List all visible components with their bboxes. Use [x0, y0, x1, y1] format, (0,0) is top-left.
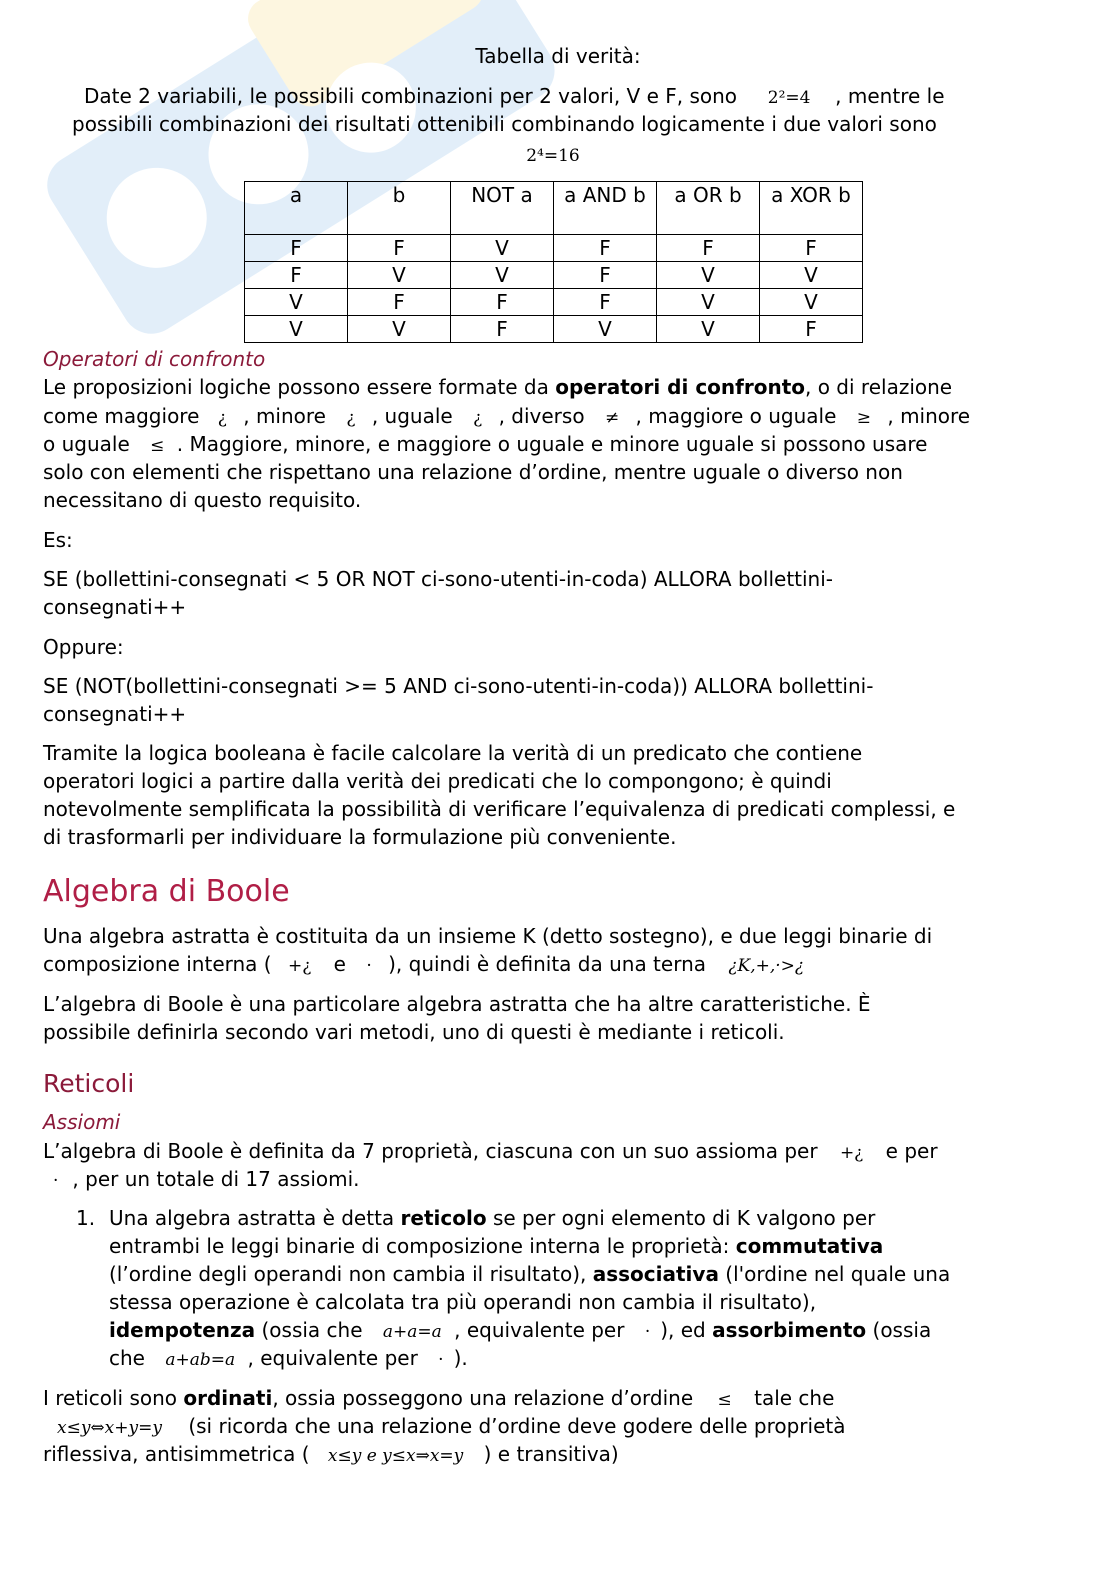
table-cell: F — [554, 235, 657, 262]
table-cell: F — [245, 262, 348, 289]
operatori-line-3 — [43, 430, 927, 460]
assiomi-line-1 — [43, 1137, 938, 1167]
algebra-line-3: L’algebra di Boole è una particolare algebra astratta che ha altre caratteristiche. È — [43, 992, 871, 1016]
example-se1-line-1: SE (bollettini-consegnati < 5 OR NOT ci-sono-utenti-in-coda) ALLORA bollettini- — [43, 567, 834, 591]
reticoli-text: riflessiva, antisimmetrica ( — [43, 1442, 310, 1466]
reticoli-text: ). — [453, 1346, 468, 1370]
algebra-line-4: possibile definirla secondo vari metodi, uno di questi è mediante i reticoli. — [43, 1020, 785, 1044]
example-se1-line-2: consegnati++ — [43, 595, 187, 619]
symbol-equal: ¿ — [473, 408, 483, 428]
table-cell: F — [245, 235, 348, 262]
symbol-less-equal: ≤ — [150, 436, 165, 456]
table-cell: V — [245, 289, 348, 316]
math-dot: · — [644, 1322, 651, 1342]
header-cell: a OR b — [657, 182, 760, 235]
operatori-text: , minore — [887, 404, 971, 428]
header-cell: b — [348, 182, 451, 235]
header-cell: a — [245, 182, 348, 235]
table-cell: V — [348, 316, 451, 343]
reticoli-bold: ordinati — [183, 1386, 273, 1410]
operatori-text: . Maggiore, minore, e maggiore o uguale e minore uguale si possono usare — [176, 432, 928, 456]
intro-math-2pow2: 2²=4 — [767, 88, 811, 108]
reticoli-text: ), ed — [660, 1318, 706, 1342]
reticoli-heading: Reticoli — [43, 1069, 135, 1098]
reticoli-text: tale che — [754, 1386, 835, 1410]
reticoli-text: Una algebra astratta è detta — [109, 1206, 395, 1230]
truth-table-header — [245, 182, 863, 235]
tramite-line-3: notevolmente semplificata la possibilità di verificare l’equivalenza di predicati complessi, e — [43, 797, 956, 821]
intro-math-2pow4: 2⁴=16 — [526, 146, 580, 166]
table-cell: V — [451, 235, 554, 262]
math-plus: +¿ — [839, 1143, 864, 1163]
ordinati-line-1 — [43, 1384, 834, 1414]
intro-line-2: possibili combinazioni dei risultati ottenibili combinando logicamente i due valori sono — [72, 112, 937, 136]
assiomi-heading: Assiomi — [43, 1110, 121, 1134]
symbol-less: ¿ — [346, 408, 356, 428]
table-cell: V — [348, 262, 451, 289]
list-item-line-2 — [109, 1232, 883, 1260]
table-cell: F — [554, 262, 657, 289]
table-cell: F — [451, 289, 554, 316]
table-cell: F — [348, 289, 451, 316]
table-row — [245, 289, 863, 316]
table-row — [245, 262, 863, 289]
header-cell: NOT a — [451, 182, 554, 235]
reticoli-text: (si ricorda che una relazione d’ordine deve godere delle proprietà — [188, 1414, 846, 1438]
math-idempotenza: a+a=a — [382, 1322, 442, 1342]
operatori-text: , minore — [243, 404, 326, 428]
reticoli-text: (l’ordine degli operandi non cambia il risultato), — [109, 1262, 587, 1286]
reticoli-text: che — [109, 1346, 145, 1370]
symbol-less-equal: ≤ — [717, 1390, 732, 1410]
list-item-line-1 — [109, 1204, 875, 1232]
reticoli-text: L’algebra di Boole è definita da 7 proprietà, ciascuna con un suo assioma per — [43, 1139, 818, 1163]
table-cell: F — [760, 235, 863, 262]
table-cell: V — [657, 262, 760, 289]
table-cell: V — [760, 289, 863, 316]
reticoli-text: I reticoli sono — [43, 1386, 178, 1410]
intro-text-1b: , mentre le — [835, 84, 945, 108]
header-cell: a XOR b — [760, 182, 863, 235]
table-cell: F — [451, 316, 554, 343]
reticoli-text: , ossia posseggono una relazione d’ordine — [272, 1386, 694, 1410]
algebra-line-2 — [43, 950, 804, 980]
reticoli-text: (ossia — [872, 1318, 932, 1342]
intro-line-1 — [84, 82, 945, 112]
table-cell: F — [348, 235, 451, 262]
reticoli-text: ) e transitiva) — [483, 1442, 619, 1466]
truth-table — [244, 181, 863, 343]
operatori-bold: operatori di confronto — [555, 375, 805, 399]
oppure-label: Oppure: — [43, 635, 124, 659]
reticoli-bold: reticolo — [400, 1206, 487, 1230]
math-dot: · — [438, 1350, 444, 1370]
operatori-text: , uguale — [371, 404, 453, 428]
reticoli-text: se per ogni elemento di K valgono per — [492, 1206, 876, 1230]
table-cell: F — [760, 316, 863, 343]
symbol-greater: ¿ — [217, 408, 227, 428]
table-cell: V — [657, 289, 760, 316]
header-cell: a AND b — [554, 182, 657, 235]
table-cell: F — [657, 235, 760, 262]
reticoli-text: , per un totale di 17 assiomi. — [72, 1167, 360, 1191]
list-item-line-3 — [109, 1260, 950, 1288]
math-terna: ¿K,+,·>¿ — [728, 956, 805, 976]
tramite-line-2: operatori logici a partire dalla verità dei predicati che lo compongono; è quindi — [43, 769, 832, 793]
math-dot: · — [53, 1171, 59, 1191]
table-cell: V — [760, 262, 863, 289]
operatori-line-2 — [43, 402, 970, 432]
reticoli-text: entrambi le leggi binarie di composizione interna le proprietà: — [109, 1234, 730, 1258]
list-item-line-4: stessa operazione è calcolata tra più operandi non cambia il risultato), — [109, 1290, 817, 1314]
table-cell: V — [657, 316, 760, 343]
table-cell: V — [451, 262, 554, 289]
operatori-line-1 — [43, 373, 952, 401]
tramite-line-1: Tramite la logica booleana è facile calcolare la verità di un predicato che contiene — [43, 741, 863, 765]
operatori-text: Le proposizioni logiche possono essere formate da — [43, 375, 549, 399]
table-cell: V — [245, 316, 348, 343]
reticoli-bold: associativa — [592, 1262, 719, 1286]
ordinati-line-2 — [43, 1412, 845, 1442]
reticoli-text: , equivalente per — [247, 1346, 418, 1370]
operatori-text: , maggiore o uguale — [635, 404, 837, 428]
algebra-text: ), quindi è definita da una terna — [388, 952, 707, 976]
algebra-line-1: Una algebra astratta è costituita da un insieme K (detto sostegno), e due leggi binarie di — [43, 924, 933, 948]
reticoli-text: e per — [885, 1139, 938, 1163]
operatori-text: come maggiore — [43, 404, 200, 428]
reticoli-text: (l'ordine nel quale una — [725, 1262, 951, 1286]
algebra-heading: Algebra di Boole — [43, 874, 290, 909]
intro-text-1a: Date 2 variabili, le possibili combinazioni per 2 valori, V e F, sono — [84, 84, 738, 108]
symbol-not-equal: ≠ — [604, 408, 620, 428]
reticoli-bold: assorbimento — [712, 1318, 867, 1342]
operatori-heading: Operatori di confronto — [43, 347, 266, 371]
assiomi-line-2 — [43, 1165, 360, 1195]
reticoli-bold: commutativa — [735, 1234, 884, 1258]
symbol-greater-equal: ≥ — [856, 408, 871, 428]
operatori-line-4: solo con elementi che rispettano una relazione d’ordine, mentre uguale o diverso non — [43, 460, 903, 484]
operatori-text: o uguale — [43, 432, 130, 456]
operatori-text: , diverso — [498, 404, 585, 428]
tramite-line-4: di trasformarli per individuare la formulazione più conveniente. — [43, 825, 677, 849]
math-dot: · — [366, 956, 372, 976]
algebra-text: composizione interna ( — [43, 952, 272, 976]
table-cell: V — [554, 316, 657, 343]
ordinati-line-3 — [43, 1440, 619, 1470]
example-label: Es: — [43, 528, 73, 552]
list-item-number: 1. — [76, 1206, 96, 1230]
math-assorbimento: a+ab=a — [165, 1350, 236, 1370]
reticoli-bold: idempotenza — [109, 1318, 256, 1342]
page-title: Tabella di verità: — [475, 44, 641, 68]
reticoli-text: (ossia che — [261, 1318, 363, 1342]
list-item-line-6 — [109, 1344, 468, 1374]
algebra-text: e — [333, 952, 346, 976]
example-se2-line-1: SE (NOT(bollettini-consegnati >= 5 AND ci-sono-utenti-in-coda)) ALLORA bollettini- — [43, 674, 874, 698]
table-cell: F — [554, 289, 657, 316]
example-se2-line-2: consegnati++ — [43, 702, 187, 726]
operatori-text: , o di relazione — [805, 375, 953, 399]
operatori-line-5: necessitano di questo requisito. — [43, 488, 362, 512]
math-plus: +¿ — [287, 956, 312, 976]
list-item-line-5 — [109, 1316, 931, 1346]
reticoli-text: , equivalente per — [454, 1318, 625, 1342]
math-antisymmetric: x≤y e y≤x⇒x=y — [327, 1446, 464, 1466]
table-row — [245, 316, 863, 343]
table-row — [245, 235, 863, 262]
math-order-definition: x≤y⇔x+y=y — [57, 1418, 162, 1438]
